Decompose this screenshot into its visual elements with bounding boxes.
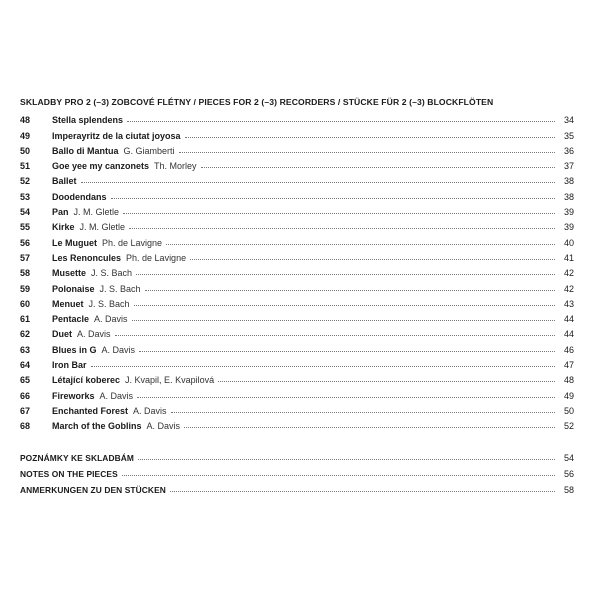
toc-entry: [20, 339, 574, 354]
notes-entry: [20, 463, 574, 479]
entry-number: 55: [20, 222, 31, 233]
toc-entry: [20, 232, 574, 247]
notes-page: 54: [563, 453, 574, 463]
entry-number: 68: [20, 421, 31, 432]
entry-title: Goe yee my canzonets: [52, 161, 150, 172]
notes-entry: [20, 447, 574, 463]
entry-composer: A. Davis: [133, 405, 167, 416]
entry-title: Imperayritz de la ciutat joyosa: [52, 130, 181, 141]
entry-page: 35: [563, 130, 574, 141]
dot-leader: [111, 198, 555, 199]
toc-entry: [20, 278, 574, 293]
toc-entry: [20, 217, 574, 232]
entry-page: 42: [563, 268, 574, 279]
entry-number: 62: [20, 329, 31, 340]
entry-page: 44: [563, 314, 574, 325]
entry-composer: G. Giamberti: [123, 145, 175, 156]
entry-number: 65: [20, 375, 31, 386]
entry-number: 53: [20, 191, 31, 202]
entry-page: 49: [563, 390, 574, 401]
notes-title: POZNÁMKY KE SKLADBÁM: [20, 453, 134, 463]
notes-page: 58: [563, 485, 574, 495]
entry-page: 47: [563, 360, 574, 371]
entry-composer: J. Kvapil, E. Kvapilová: [125, 375, 215, 386]
entry-page: 36: [563, 145, 574, 156]
entry-page: 38: [563, 191, 574, 202]
dot-leader: [123, 213, 555, 214]
entry-page: 43: [563, 298, 574, 309]
dot-leader: [132, 320, 555, 321]
toc-entry: [20, 248, 574, 263]
entry-composer: J. S. Bach: [88, 298, 130, 309]
toc-entry: [20, 294, 574, 309]
entry-number: 48: [20, 115, 31, 126]
toc-entry: [20, 309, 574, 324]
dot-leader: [218, 381, 555, 382]
entry-composer: J. M. Gletle: [79, 222, 126, 233]
toc-entry: [20, 186, 574, 201]
entry-composer: J. M. Gletle: [73, 207, 120, 218]
entry-title: Blues in G: [52, 344, 97, 355]
dot-leader: [91, 366, 555, 367]
entry-page: 39: [563, 222, 574, 233]
entry-composer: J. S. Bach: [99, 283, 141, 294]
entry-page: 38: [563, 176, 574, 187]
dot-leader: [171, 412, 555, 413]
toc-entry: [20, 202, 574, 217]
entry-page: 44: [563, 329, 574, 340]
contents-list: [20, 110, 574, 431]
entry-number: 51: [20, 161, 31, 172]
entry-composer: A. Davis: [99, 390, 134, 401]
dot-leader: [122, 475, 555, 476]
dot-leader: [129, 228, 555, 229]
toc-entry: [20, 401, 574, 416]
entry-composer: A. Davis: [101, 344, 136, 355]
dot-leader: [139, 351, 555, 352]
dot-leader: [134, 305, 555, 306]
entry-composer: Ph. de Lavigne: [126, 252, 187, 263]
entry-title: Musette: [52, 268, 87, 279]
entry-title: Polonaise: [52, 283, 95, 294]
entry-title: Le Muguet: [52, 237, 97, 248]
entry-title: Fireworks: [52, 390, 95, 401]
entry-title: Kirke: [52, 222, 75, 233]
entry-page: 34: [563, 115, 574, 126]
dot-leader: [138, 459, 555, 460]
toc-entry: [20, 125, 574, 140]
notes-title: NOTES ON THE PIECES: [20, 469, 118, 479]
entry-title: Stella splendens: [52, 115, 124, 126]
entry-composer: A. Davis: [94, 314, 128, 325]
dot-leader: [184, 427, 555, 428]
toc-entry: [20, 385, 574, 400]
entry-number: 64: [20, 360, 31, 371]
entry-composer: Th. Morley: [154, 161, 197, 172]
entry-number: 59: [20, 283, 31, 294]
toc-entry: [20, 171, 574, 186]
entry-page: 41: [563, 252, 574, 263]
entry-title: Létající koberec: [52, 375, 121, 386]
section-heading: SKLADBY PRO 2 (–3) ZOBCOVÉ FLÉTNY / PIECES FOR 2 (–3) RECORDERS / STÜCKE FÜR 2 (–3) BLOCKFLÖTEN: [20, 97, 494, 107]
notes-entry: [20, 479, 574, 495]
dot-leader: [115, 335, 555, 336]
dot-leader: [170, 491, 555, 492]
entry-title: Les Renoncules: [52, 252, 122, 263]
entry-title: Ballet: [52, 176, 77, 187]
dot-leader: [137, 397, 555, 398]
notes-title: ANMERKUNGEN ZU DEN STÜCKEN: [20, 485, 166, 495]
dot-leader: [179, 152, 555, 153]
entry-number: 52: [20, 176, 31, 187]
entry-composer: J. S. Bach: [91, 268, 133, 279]
entry-number: 66: [20, 390, 31, 401]
entry-title: Pan: [52, 207, 69, 218]
entry-page: 48: [563, 375, 574, 386]
entry-title: Pentacle: [52, 314, 90, 325]
entry-number: 50: [20, 145, 31, 156]
dot-leader: [201, 167, 555, 168]
toc-entry: [20, 156, 574, 171]
entry-page: 40: [563, 237, 574, 248]
toc-entry: [20, 370, 574, 385]
dot-leader: [127, 121, 555, 122]
entry-page: 37: [563, 161, 574, 172]
notes-page: 56: [563, 469, 574, 479]
entry-number: 57: [20, 252, 31, 263]
entry-composer: A. Davis: [77, 329, 111, 340]
dot-leader: [190, 259, 555, 260]
entry-composer: Ph. de Lavigne: [102, 237, 163, 248]
entry-page: 50: [563, 405, 574, 416]
entry-number: 54: [20, 207, 31, 218]
dot-leader: [145, 290, 555, 291]
entry-page: 42: [563, 283, 574, 294]
dot-leader: [166, 244, 555, 245]
dot-leader: [185, 137, 555, 138]
entry-composer: A. Davis: [146, 421, 181, 432]
entry-number: 58: [20, 268, 31, 279]
entry-page: 52: [563, 421, 574, 432]
entry-page: 39: [563, 207, 574, 218]
entry-title: Iron Bar: [52, 360, 87, 371]
toc-entry: [20, 416, 574, 431]
dot-leader: [136, 274, 555, 275]
entry-title: Duet: [52, 329, 72, 340]
toc-entry: [20, 263, 574, 278]
entry-number: 67: [20, 405, 31, 416]
dot-leader: [81, 182, 555, 183]
entry-page: 46: [563, 344, 574, 355]
toc-entry: [20, 141, 574, 156]
entry-number: 61: [20, 314, 31, 325]
notes-list: [20, 447, 574, 495]
entry-title: Enchanted Forest: [52, 405, 129, 416]
entry-title: March of the Goblins: [52, 421, 142, 432]
entry-title: Doodendans: [52, 191, 107, 202]
toc-entry: [20, 110, 574, 125]
toc-entry: [20, 324, 574, 339]
entry-number: 63: [20, 344, 31, 355]
entry-title: Ballo di Mantua: [52, 145, 119, 156]
toc-entry: [20, 355, 574, 370]
entry-title: Menuet: [52, 298, 84, 309]
entry-number: 60: [20, 298, 31, 309]
entry-number: 49: [20, 130, 31, 141]
entry-number: 56: [20, 237, 31, 248]
